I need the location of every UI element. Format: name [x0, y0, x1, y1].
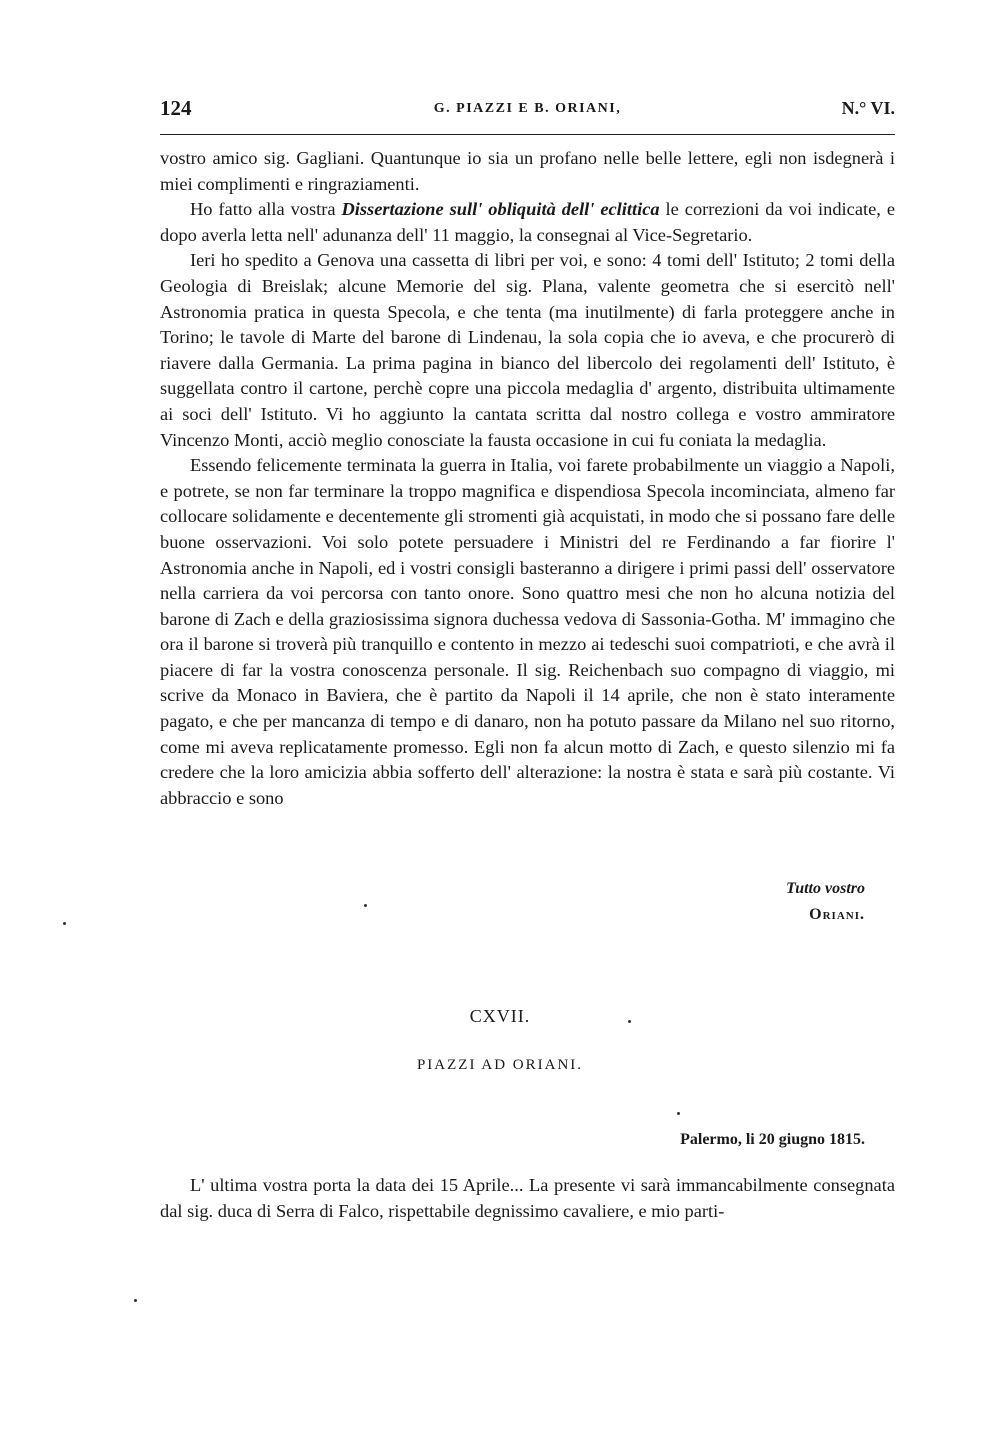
- paragraph-text-after: le correzioni da voi indicate, e dopo averla letta nell' adunanza dell' 11 maggio, la consegnai al Vice-Segretario.: [160, 199, 895, 245]
- scan-speck: [628, 1020, 631, 1023]
- running-head: [160, 96, 895, 126]
- running-title: G. PIAZZI E B. ORIANI,: [433, 101, 622, 116]
- page-number: 124: [160, 96, 192, 120]
- letter-one-body: [160, 146, 895, 811]
- closing-salutation: Tutto vostro: [786, 880, 865, 897]
- paragraph-cassetta: Ieri ho spedito a Genova una cassetta di libri per voi, e sono: 4 tomi dell' Istituto; 2 tomi della Geologia di Breislak; alcune Memorie del sig. Plana, valente geometra che si esercitò nell' Astronomia pratica in questa Specola, e che tenta (ma inutilmente) di farla proteggere anche in Torino; le tavole di Marte del barone di Lindenau, la sola copia che io aveva, e che procurerò di riavere dalla Germania. La prima pagina in bianco del libercolo dei regolamenti dell' Istituto, è suggellata contro il cartone, perchè copre una piccola medaglia d' argento, distribuita ultimamente ai soci dell' Istituto. Vi ho aggiunto la cantata scritta dal nostro collega e vostro ammiratore Vincenzo Monti, acciò meglio conosciate la fausta occasione in cui fu coniata la medaglia.: [160, 250, 895, 450]
- header-rule: [160, 134, 895, 135]
- scan-speck: [63, 922, 66, 925]
- paragraph-text-before: Ho fatto alla vostra: [190, 199, 342, 220]
- dateline: Palermo, li 20 giugno 1815.: [680, 1131, 865, 1148]
- paragraph-dissertazione: [160, 197, 895, 248]
- paragraph-opening: L' ultima vostra porta la data dei 15 Aprile... La presente vi sarà immancabilmente consegnata dal sig. duca di Serra di Falco, rispettabile degnissimo cavaliere, e mio parti-: [160, 1175, 895, 1221]
- paragraph-guerra: Essendo felicemente terminata la guerra in Italia, voi farete probabilmente un viaggio a Napoli, e potrete, se non far terminare la troppo magnifica e dispendiosa Specola incominciata, almeno far collocare solidamente e decentemente gli stromenti già acquistati, in modo che si possano fare delle buone osservazioni. Voi solo potete persuadere i Ministri del re Ferdinando a far fiorire l' Astronomia anche in Napoli, ed i vostri consigli basteranno a dirigere i primi passi dell' osservatore nella carriera da voi percorsa con tanto onore. Sono quattro mesi che non ho alcuna notizia del barone di Zach e della graziosissima signora duchessa vedova di Sassonia-Gotha. M' immagino che ora il barone si troverà più tranquillo e contento in mezzo ai tedeschi suoi compatrioti, e che avrà il piacere di far la vostra conoscenza personale. Il sig. Reichenbach suo compagno di viaggio, mi scrive da Monaco in Baviera, che è partito da Napoli il 14 aprile, che non è stato interamente pagato, e che per mancanza di tempo e di danaro, non ha potuto passare da Milano nel suo ritorno, come mi aveva replicatamente promesso. Egli non fa alcun motto di Zach, e questo silenzio mi fa credere che la loro amicizia abbia sofferto dell' alterazione: la nostra è stata e sarà più costante. Vi abbraccio e sono: [160, 455, 895, 808]
- paragraph-continued: vostro amico sig. Gagliani. Quantunque io sia un profano nelle belle lettere, egli non isdegnerà i miei complimenti e ringraziamenti.: [160, 148, 895, 194]
- scan-speck: [677, 1112, 680, 1115]
- scan-speck: [364, 904, 367, 907]
- work-title: Dissertazione sull' obliquità dell' eclittica: [341, 199, 660, 220]
- letter-number: CXVII.: [469, 1006, 531, 1026]
- scan-speck: [134, 1299, 137, 1302]
- letter-heading: PIAZZI AD ORIANI.: [416, 1057, 584, 1073]
- letter-two-body: [160, 1173, 895, 1224]
- signature: Oriani.: [809, 906, 865, 923]
- volume-number: N.° VI.: [841, 98, 895, 118]
